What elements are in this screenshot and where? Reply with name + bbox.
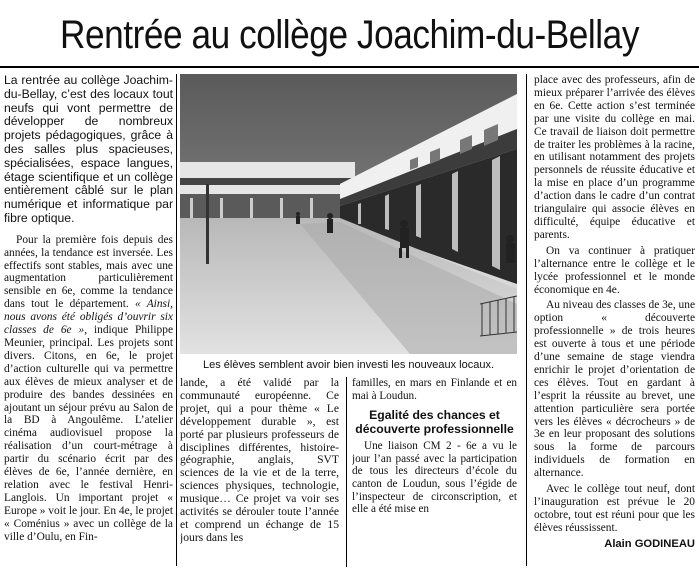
column-4 [534, 74, 695, 566]
paragraph: place avec des professeurs, afin de mieux préparer l’arrivée des élèves en 6e. Cette action s’est terminée par une visite du collège en mai. Ce travail de liaison doit permettre de traiter les problèmes à la racine, en utilisant notamment des projets personnels de réussite éducative et la mise en place d’un programme d’action dans le cadre d’un contrat triangulaire qui associe élèves en difficulté, équipe éducative et parents. [534, 74, 695, 241]
photo-caption: Les élèves semblent avoir bien investi les nouveaux locaux. [202, 359, 495, 371]
column-2 [180, 377, 339, 567]
paragraph: lande, a été validé par la communauté européenne. Ce projet, qui a pour thème « Le développement durable », est porté par plusieurs professeurs de disciplines différentes, histoire-géographie, anglais, SVT sciences de la vie et de la terre, sciences physiques, technologie, musique… Ce projet va voir ses activités se dérouler toute l’année et comprend un échange de 15 jours dans les [180, 377, 339, 544]
article-title: Rentrée au collège Joachim-du-Bellay [60, 13, 639, 57]
column-divider [176, 74, 177, 566]
title-rule [0, 66, 699, 68]
paragraph: On va continuer à pratiquer l’alternance entre le collège et le lycée professionnel et le monde économique en 4e. [534, 244, 695, 296]
photo-school-courtyard [180, 74, 517, 354]
byline: Alain GODINEAU [604, 537, 695, 550]
paragraph-text: Pour la première fois depuis des années, la tendance est inversée. Les effectifs sont stables, mais avec une augmentation particulièrement sensible en 6e, comme la tendance dans tout le département. [4, 233, 173, 311]
quote: « Ainsi, nous avons été obligés d’ouvrir six classes de 6e » [4, 298, 173, 337]
article-lead: La rentrée au collège Joachim-du-Bellay, c’est des locaux tout neufs qui vont permettre de développer de nombreux projets pédagogiques, grâce à des salles plus spacieuses, spécialisées, espace langues, étage scientifique et un collège entièrement câblé sur le plan numérique et informatique par fibre optique. [4, 74, 173, 225]
column-divider [346, 377, 347, 567]
column-3 [352, 377, 517, 567]
section-subhead: Egalité des chances et découverte professionnelle [355, 408, 514, 437]
paragraph: familles, en mars en Finlande et en mai à Loudun. [352, 377, 517, 402]
paragraph: Au niveau des classes de 3e, une option « découverte professionnelle » de trois heures est ouverte à tous et une période d’une semaine de stage viendra enrichir le projet d’orientation de ces élèves. Tout en gardant à l’esprit la réussite au brevet, une attention particulière sera portée vers les élèves « décrocheurs » de 3e en leur proposant des solutions sous la forme de parcours individuels de formation en alternance. [534, 299, 695, 480]
column-divider [526, 74, 527, 566]
paragraph: Une liaison CM 2 - 6e a vu le jour l’an passé avec la participation de tous les directeurs d’école du canton de Loudun, sous l’égide de l’inspecteur de circonscription, et elle a été mise en [352, 440, 517, 516]
paragraph: Avec le collège tout neuf, dont l’inauguration est prévue le 20 octobre, tout est réuni pour que les élèves réussissent. [534, 483, 695, 534]
column-1 [4, 74, 173, 566]
paragraph-text: , indique Philippe Meunier, principal. Les projets sont divers. Citons, en 6e, le projet d’action culturelle qui va permettre aux élèves de mieux analyser et de produire des bandes dessinées en ajoutant un séjour prévu au Salon de la BD à Angoulême. L’atelier cinéma audiovisuel propose la réalisation d’un court-métrage à partir du scénario écrit par des élèves de 6e, l’année dernière, en relation avec le festival Henri-Langlois. Un important projet « Europe » voit le jour. En 4e, le projet « Coménius » avec un collège de la ville d’Oulu, en Fin- [4, 324, 173, 543]
paragraph [4, 234, 173, 544]
